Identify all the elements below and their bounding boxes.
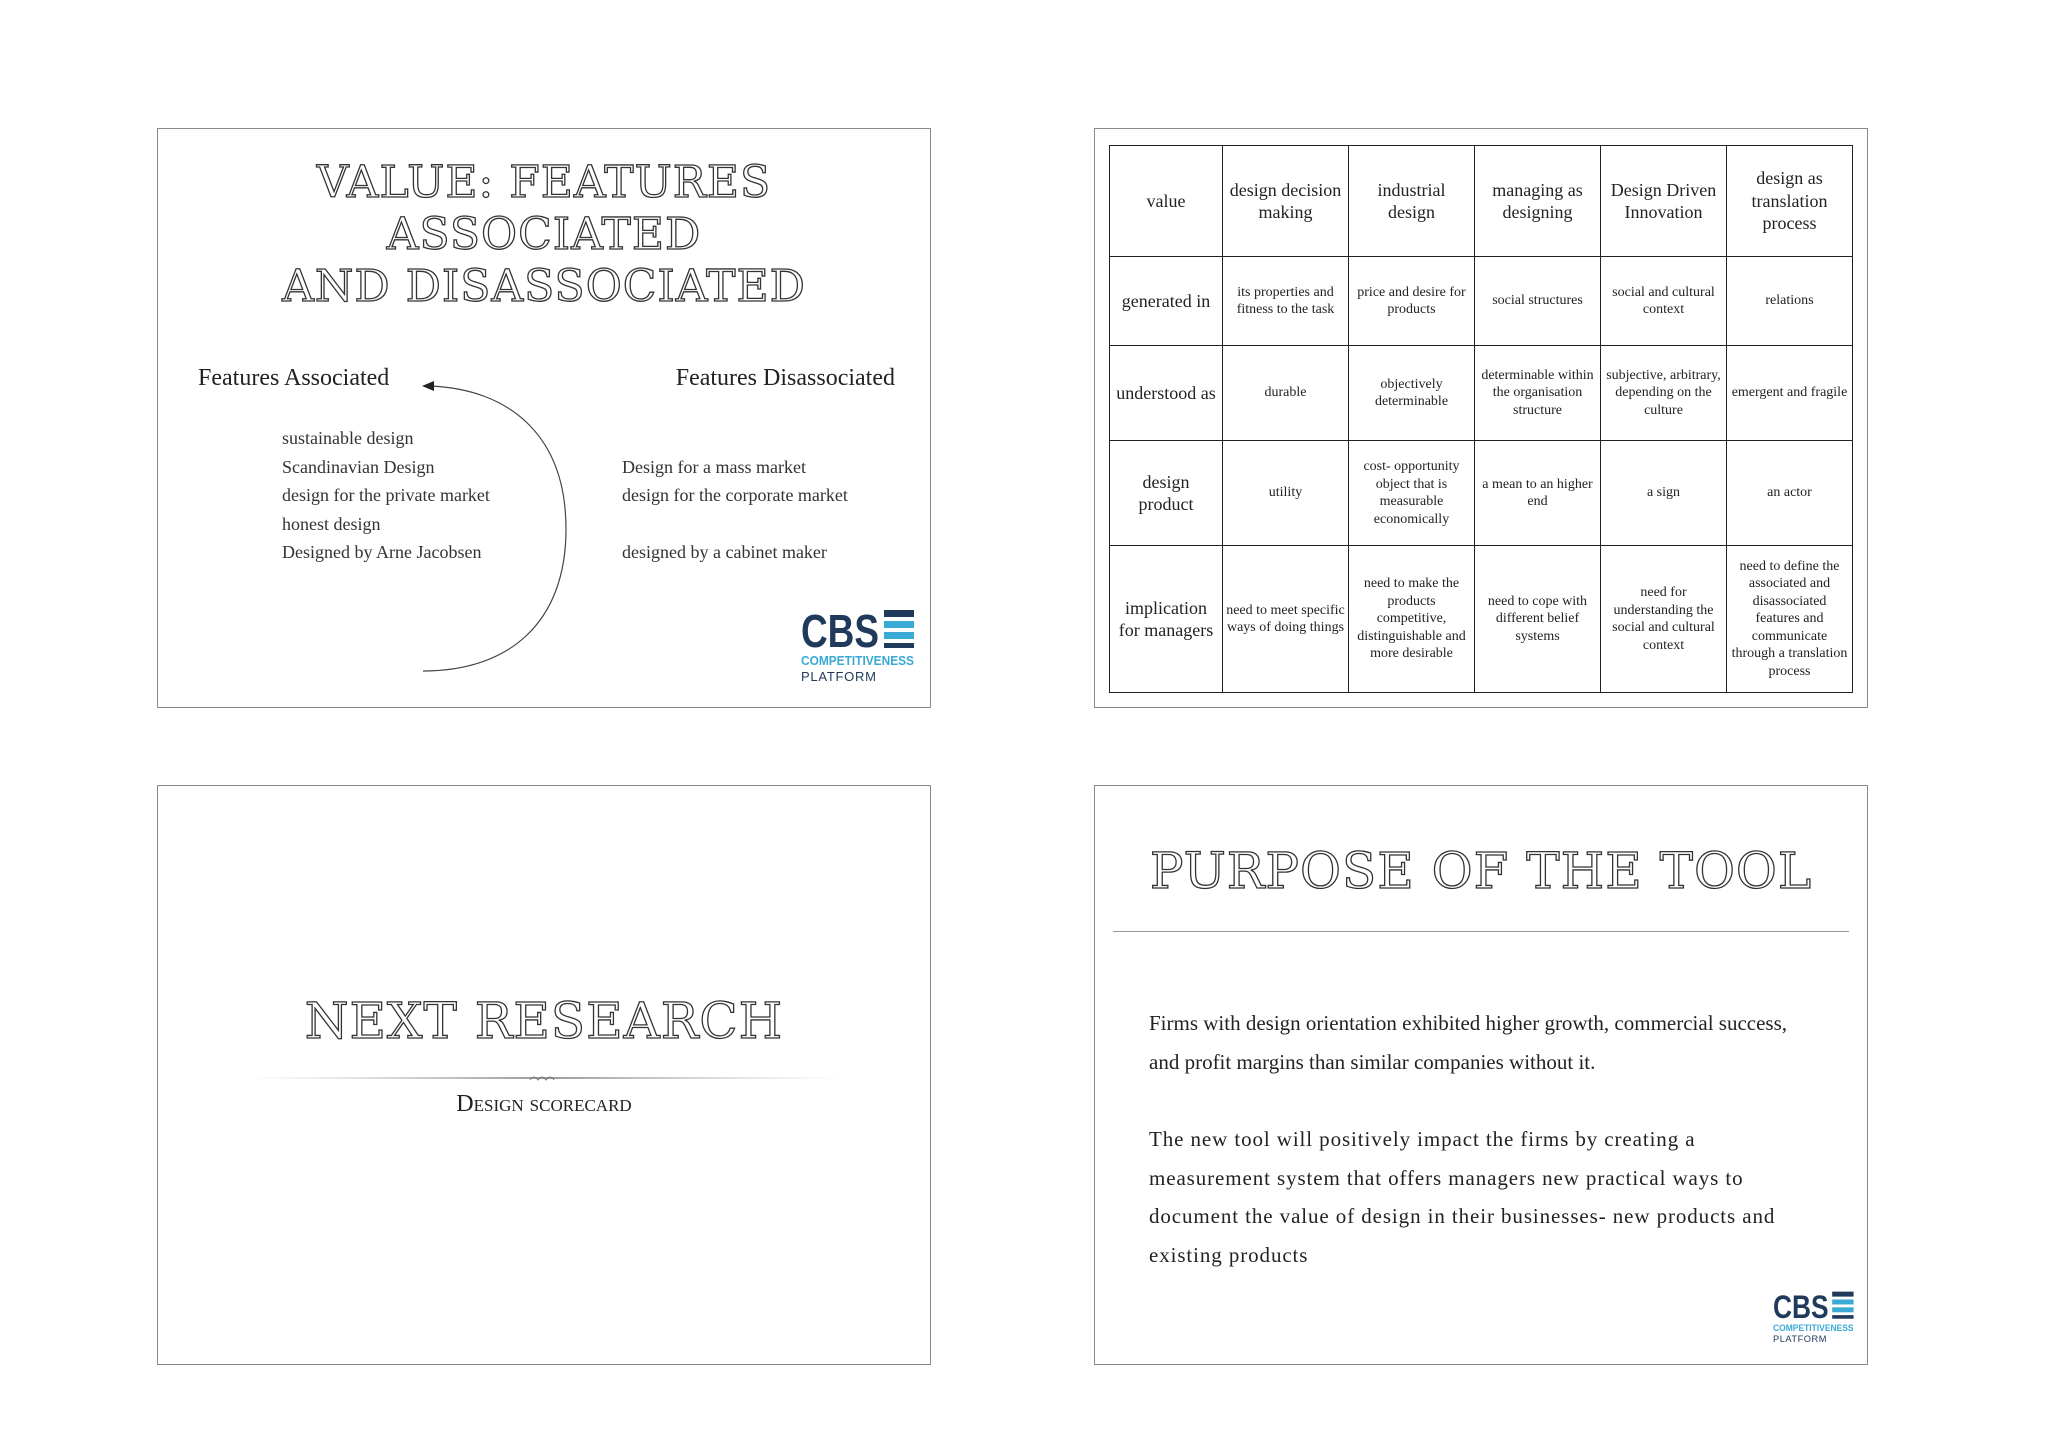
slide-value-features bbox=[157, 128, 931, 708]
table-cell: its properties and fitness to the task bbox=[1223, 257, 1349, 346]
row-label: generated in bbox=[1110, 257, 1223, 346]
row-label: design product bbox=[1110, 441, 1223, 546]
table-cell: relations bbox=[1727, 257, 1853, 346]
associated-heading: Features Associated bbox=[198, 365, 390, 391]
table-cell: subjective, arbitrary, depending on the culture bbox=[1601, 346, 1727, 441]
table-cell: durable bbox=[1223, 346, 1349, 441]
slide-subtitle: Design scorecard bbox=[456, 1091, 632, 1117]
logo-sub-text: COMPETITIVENESS bbox=[1773, 1322, 1854, 1333]
paragraph: The new tool will positively impact the firms by creating a measurement system that offers managers new practical ways to document the value of design in their businesses- new products and existing products bbox=[1149, 1127, 1776, 1267]
logo-main-text: CBS bbox=[1773, 1288, 1829, 1325]
table-cell: need to make the products competitive, distinguishable and more desirable bbox=[1349, 546, 1475, 693]
value-table bbox=[1109, 145, 1853, 693]
title-divider bbox=[1113, 931, 1849, 932]
table-cell: determinable within the organisation structure bbox=[1475, 346, 1601, 441]
table-header-cell: value bbox=[1110, 146, 1223, 257]
table-cell: objectively determinable bbox=[1349, 346, 1475, 441]
logo-sub-text: COMPETITIVENESS bbox=[801, 653, 915, 668]
paragraph: Firms with design orientation exhibited higher growth, commercial success, and profit margins than similar companies without it. bbox=[1149, 1011, 1788, 1074]
cbs-logo bbox=[1773, 1288, 1855, 1348]
slide-value-table bbox=[1094, 128, 1868, 708]
table-cell: cost- opportunity object that is measurable economically bbox=[1349, 441, 1475, 546]
table-row bbox=[1110, 346, 1853, 441]
table-header-cell: design as translation process bbox=[1727, 146, 1853, 257]
table-header-row bbox=[1110, 146, 1853, 257]
cbs-logo bbox=[801, 605, 916, 689]
table-header-cell: industrial design bbox=[1349, 146, 1475, 257]
list-item: designed by a cabinet maker bbox=[622, 542, 827, 562]
title-line-2: AND DISASSOCIATED bbox=[282, 261, 806, 312]
table-row bbox=[1110, 546, 1853, 693]
list-item: sustainable design bbox=[282, 428, 414, 448]
logo-sub-text: PLATFORM bbox=[801, 669, 876, 684]
slide-title bbox=[158, 157, 930, 313]
row-label: understood as bbox=[1110, 346, 1223, 441]
disassociated-list bbox=[622, 424, 848, 567]
table-header-cell: managing as designing bbox=[1475, 146, 1601, 257]
table-cell: a sign bbox=[1601, 441, 1727, 546]
title-line-1: VALUE: FEATURES ASSOCIATED bbox=[316, 157, 772, 260]
list-item: Scandinavian Design bbox=[282, 456, 435, 477]
table-cell: need to define the associated and disassociated features and communicate through a translation process bbox=[1727, 546, 1853, 693]
logo-main-text: CBS bbox=[801, 605, 879, 657]
table-cell: social and cultural context bbox=[1601, 257, 1727, 346]
ornament-divider bbox=[248, 1071, 842, 1085]
table-cell: social structures bbox=[1475, 257, 1601, 346]
disassociated-heading: Features Disassociated bbox=[675, 365, 895, 391]
table-cell: a mean to an higher end bbox=[1475, 441, 1601, 546]
table-cell: emergent and fragile bbox=[1727, 346, 1853, 441]
slide-title: NEXT RESEARCH bbox=[304, 992, 784, 1050]
table-header-cell: design decision making bbox=[1223, 146, 1349, 257]
list-item: design for the corporate market bbox=[622, 485, 848, 505]
table-cell: utility bbox=[1223, 441, 1349, 546]
logo-sub-text: PLATFORM bbox=[1773, 1334, 1827, 1345]
list-item: design for the private market bbox=[282, 485, 490, 505]
associated-list bbox=[282, 424, 490, 567]
table-cell: need for understanding the social and cultural context bbox=[1601, 546, 1727, 693]
table-row bbox=[1110, 257, 1853, 346]
slide-title: PURPOSE OF THE TOOL bbox=[1149, 842, 1813, 900]
table-cell: price and desire for products bbox=[1349, 257, 1475, 346]
table-cell: need to meet specific ways of doing things bbox=[1223, 546, 1349, 693]
table-cell: need to cope with different belief systems bbox=[1475, 546, 1601, 693]
table-header-cell: Design Driven Innovation bbox=[1601, 146, 1727, 257]
table-row bbox=[1110, 441, 1853, 546]
list-item bbox=[622, 510, 848, 539]
list-item bbox=[622, 424, 848, 453]
table-cell: an actor bbox=[1727, 441, 1853, 546]
slide-next-research bbox=[157, 785, 931, 1365]
list-item: Designed by Arne Jacobsen bbox=[282, 542, 482, 562]
row-label: implication for managers bbox=[1110, 546, 1223, 693]
slide-purpose bbox=[1094, 785, 1868, 1365]
list-item: Design for a mass market bbox=[622, 456, 806, 477]
list-item: honest design bbox=[282, 513, 381, 534]
